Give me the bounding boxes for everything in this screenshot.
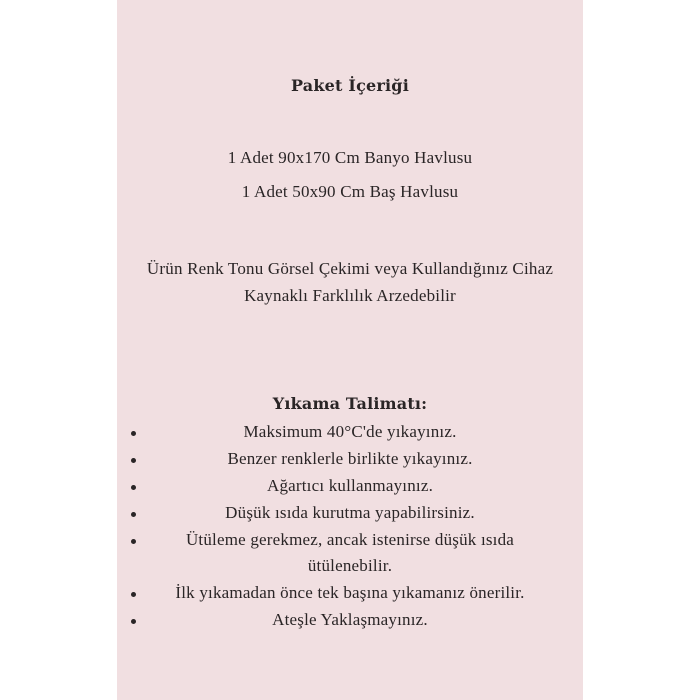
- instruction-text: ütülenebilir.: [307, 556, 393, 575]
- washing-instruction: [117, 610, 583, 634]
- product-info-card: [117, 0, 583, 700]
- washing-instruction: [117, 503, 583, 527]
- washing-instruction: [117, 583, 583, 607]
- washing-title: Yıkama Talimatı:: [272, 394, 428, 413]
- package-item: 1 Adet 90x170 Cm Banyo Havlusu: [227, 148, 473, 167]
- color-note-line: Kaynaklı Farklılık Arzedebilir: [244, 286, 456, 305]
- instruction-text: İlk yıkamadan önce tek başına yıkamanız önerilir.: [175, 583, 525, 602]
- washing-instruction: [117, 422, 583, 446]
- bullet-icon: [131, 431, 136, 436]
- bullet-icon: [131, 485, 136, 490]
- package-title: Paket İçeriği: [291, 76, 409, 95]
- instruction-text: Maksimum 40°C'de yıkayınız.: [243, 422, 457, 441]
- instruction-text: Ateşle Yaklaşmayınız.: [272, 610, 428, 629]
- washing-instruction: [117, 449, 583, 473]
- washing-instruction-continuation: [117, 556, 583, 580]
- bullet-icon: [131, 592, 136, 597]
- bullet-icon: [131, 458, 136, 463]
- color-note-line: Ürün Renk Tonu Görsel Çekimi veya Kullandığınız Cihaz: [146, 259, 554, 278]
- bullet-icon: [131, 512, 136, 517]
- bullet-icon: [131, 619, 136, 624]
- bullet-icon: [131, 539, 136, 544]
- instruction-text: Benzer renklerle birlikte yıkayınız.: [227, 449, 473, 468]
- washing-instruction: [117, 530, 583, 554]
- instruction-text: Ütüleme gerekmez, ancak istenirse düşük ısıda: [185, 530, 515, 549]
- washing-instruction: [117, 476, 583, 500]
- package-item: 1 Adet 50x90 Cm Baş Havlusu: [241, 182, 459, 201]
- instruction-text: Düşük ısıda kurutma yapabilirsiniz.: [225, 503, 475, 522]
- instruction-text: Ağartıcı kullanmayınız.: [266, 476, 434, 495]
